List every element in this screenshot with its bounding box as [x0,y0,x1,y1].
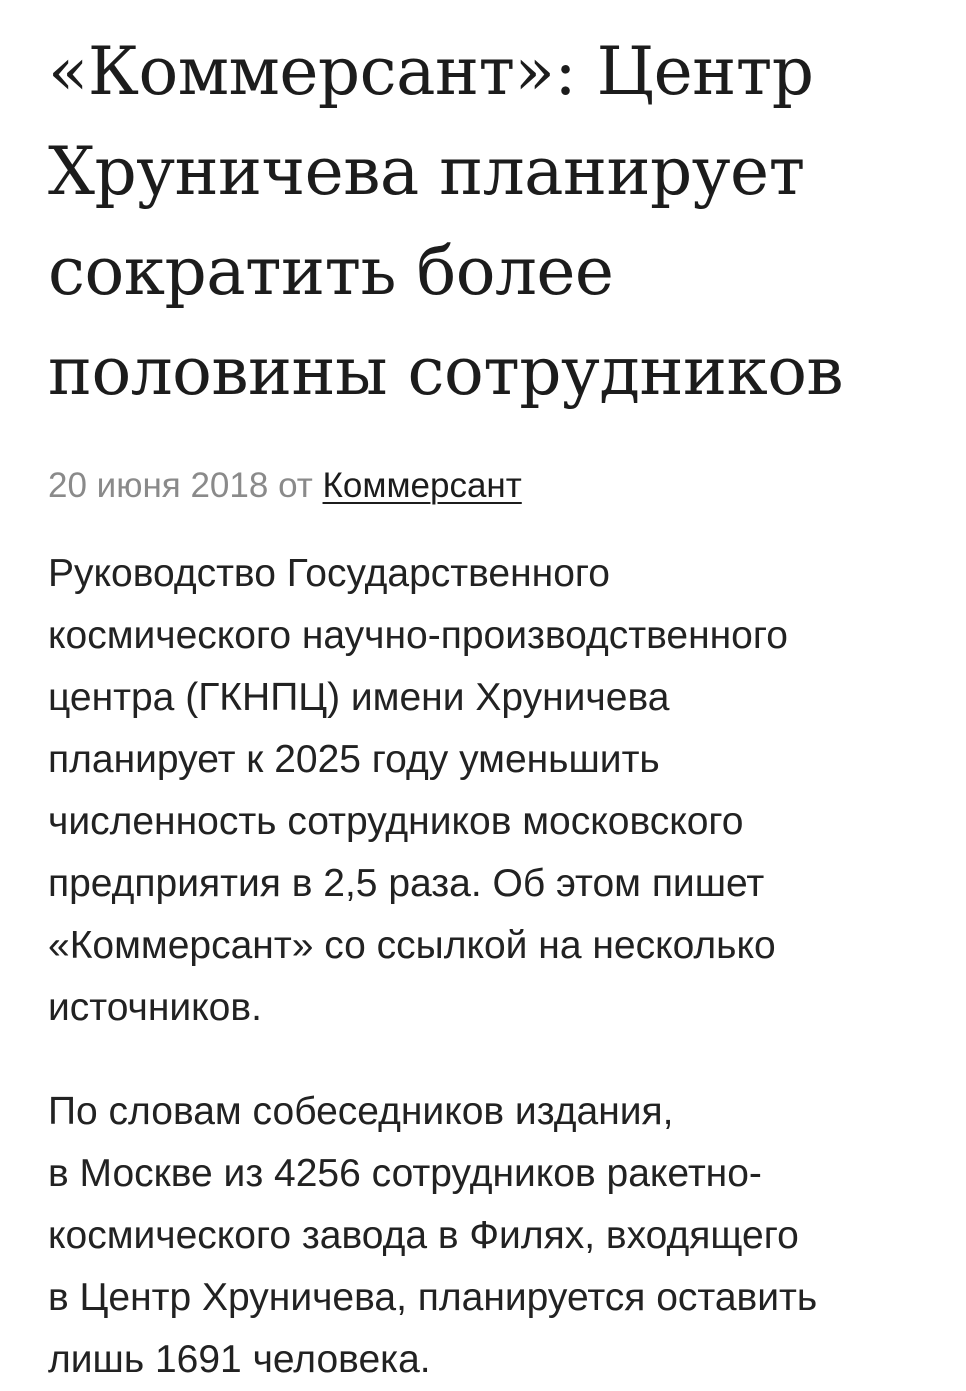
headline-line: «Коммерсант»: Центр [48,33,814,110]
publish-date: 20 июня 2018 [48,466,269,505]
paragraph-line: планирует к 2025 году уменьшить [48,738,660,781]
article-headline [48,22,928,422]
article-paragraph [48,543,928,1039]
headline-line: Хруничева планирует [48,133,805,210]
paragraph-line: лишь 1691 человека. [48,1338,431,1381]
paragraph-line: в Центр Хруничева, планируется оставить [48,1276,818,1319]
paragraph-line: «Коммерсант» со ссылкой на несколько [48,924,776,967]
paragraph-line: в Москве из 4256 сотрудников ракетно- [48,1152,762,1195]
article-meta [48,464,928,508]
paragraph-line: космического научно-производственного [48,614,788,657]
paragraph-line: центра (ГКНПЦ) имени Хруничева [48,676,670,719]
paragraph-line: численность сотрудников московского [48,800,744,843]
source-link[interactable]: Коммерсант [322,466,522,505]
paragraph-line: источников. [48,986,262,1029]
paragraph-line: По словам собеседников издания, [48,1090,674,1133]
headline-line: половины сотрудников [48,333,844,410]
paragraph-line: космического завода в Филях, входящего [48,1214,799,1257]
paragraph-line: предприятия в 2,5 раза. Об этом пишет [48,862,765,905]
headline-line: сократить более [48,233,614,310]
paragraph-line: Руководство Государственного [48,552,610,595]
article [48,22,928,1391]
author-prefix: от [278,466,313,505]
article-paragraph [48,1081,928,1391]
